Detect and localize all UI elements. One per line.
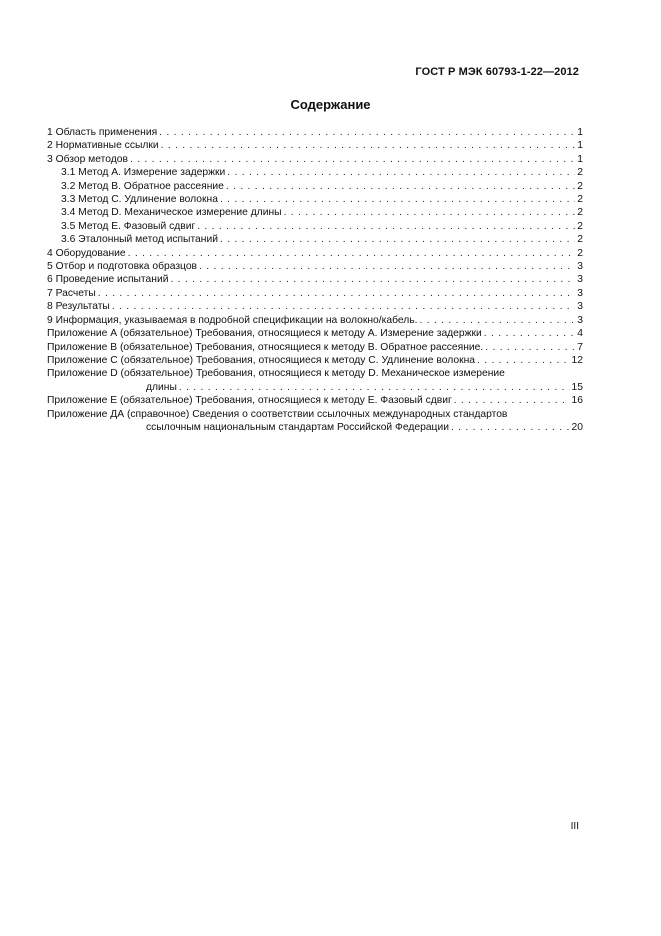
- toc-leader-dots: [197, 220, 575, 233]
- toc-entry-page: 3: [577, 287, 583, 299]
- toc-entry-page: 3: [577, 314, 583, 326]
- toc-leader-dots: [159, 126, 575, 139]
- toc-entry-page: 3: [577, 261, 583, 273]
- toc-leader-dots: [451, 421, 570, 434]
- toc-entry-page: 2: [577, 234, 583, 246]
- toc-appendix-entry[interactable]: [47, 354, 583, 367]
- toc-entry-page: 12: [571, 354, 583, 366]
- toc-entry-page: 7: [577, 341, 583, 353]
- toc-entry-label: 3.6 Эталонный метод испытаний: [61, 234, 218, 246]
- toc-entry-page: 2: [577, 207, 583, 219]
- toc-entry-page: 4: [577, 328, 583, 340]
- toc-entry-page: 20: [571, 421, 583, 433]
- toc-entry[interactable]: [47, 287, 583, 300]
- toc-leader-dots: [128, 247, 575, 260]
- toc-entry-label: 3.4 Метод D. Механическое измерение длины: [61, 207, 282, 219]
- toc-entry-label: Приложение В (обязательное) Требования, относящиеся к методу В. Обратное рассеяние.: [47, 341, 484, 353]
- toc-entry-label: 2 Нормативные ссылки: [47, 140, 159, 152]
- toc-entry-page: 16: [571, 395, 583, 407]
- toc-entry-page: 2: [577, 167, 583, 179]
- toc-appendix-entry[interactable]: [47, 341, 583, 354]
- toc-appendix-entry[interactable]: [47, 394, 583, 407]
- toc-entry-page: 3: [577, 301, 583, 313]
- toc-entry[interactable]: [47, 314, 583, 327]
- toc-subentry[interactable]: [47, 180, 583, 193]
- toc-entry-label: 4 Оборудование: [47, 247, 126, 259]
- toc-appendix-continuation[interactable]: [47, 381, 583, 394]
- toc-entry[interactable]: [47, 126, 583, 139]
- toc-entry-page: 2: [577, 247, 583, 259]
- toc-leader-dots: [226, 180, 575, 193]
- toc-entry-label: 3.1 Метод А. Измерение задержки: [61, 167, 226, 179]
- toc-entry[interactable]: [47, 139, 583, 152]
- toc-entry-label: 3 Обзор методов: [47, 153, 128, 165]
- toc-leader-dots: [220, 193, 575, 206]
- toc-entry-page: 1: [577, 153, 583, 165]
- toc-leader-dots: [161, 139, 575, 152]
- page-number: III: [570, 821, 579, 832]
- toc-leader-dots: [484, 327, 575, 340]
- toc-entry-label: Приложение D (обязательное) Требования, относящиеся к методу D. Механическое измерение: [47, 368, 505, 380]
- toc-entry-label: ссылочным национальным стандартам Российской Федерации: [146, 421, 449, 433]
- table-of-contents: [47, 126, 583, 434]
- toc-subentry[interactable]: [47, 220, 583, 233]
- toc-entry[interactable]: [47, 247, 583, 260]
- toc-entry-page: 2: [577, 220, 583, 232]
- toc-leader-dots: [170, 273, 575, 286]
- toc-entry-page: 1: [577, 127, 583, 138]
- toc-leader-dots: [477, 354, 570, 367]
- toc-appendix-entry[interactable]: [47, 327, 583, 340]
- toc-leader-dots: [179, 381, 570, 394]
- toc-entry-label: 1 Область применения: [47, 127, 158, 138]
- page-title: Содержание: [290, 97, 371, 112]
- toc-appendix-entry[interactable]: [47, 367, 583, 380]
- toc-subentry[interactable]: [47, 233, 583, 246]
- toc-leader-dots: [220, 233, 575, 246]
- toc-entry-label: 3.3 Метод С. Удлинение волокна: [61, 194, 218, 206]
- toc-entry-label: 3.5 Метод Е. Фазовый сдвиг: [61, 220, 196, 232]
- toc-leader-dots: [112, 300, 575, 313]
- toc-entry[interactable]: [47, 260, 583, 273]
- toc-leader-dots: [227, 166, 575, 179]
- toc-appendix-entry[interactable]: [47, 408, 583, 421]
- toc-entry[interactable]: [47, 153, 583, 166]
- toc-entry-label: 9 Информация, указываемая в подробной спецификации на волокно/кабель.: [47, 314, 418, 326]
- toc-entry-label: 8 Результаты: [47, 301, 110, 313]
- toc-leader-dots: [454, 394, 570, 407]
- toc-entry-page: 2: [577, 180, 583, 192]
- document-code-header: ГОСТ Р МЭК 60793-1-22—2012: [415, 66, 579, 78]
- toc-entry[interactable]: [47, 300, 583, 313]
- toc-subentry[interactable]: [47, 193, 583, 206]
- toc-entry-label: 5 Отбор и подготовка образцов: [47, 261, 198, 273]
- toc-leader-dots: [485, 341, 575, 354]
- toc-appendix-continuation[interactable]: [47, 421, 583, 434]
- toc-subentry[interactable]: [47, 166, 583, 179]
- toc-leader-dots: [199, 260, 575, 273]
- toc-leader-dots: [130, 153, 575, 166]
- toc-leader-dots: [98, 287, 575, 300]
- toc-subentry[interactable]: [47, 206, 583, 219]
- toc-entry-page: 2: [577, 194, 583, 206]
- toc-entry-label: 7 Расчеты: [47, 287, 96, 299]
- toc-entry-label: длины: [146, 381, 177, 393]
- toc-entry-label: Приложение Е (обязательное) Требования, относящиеся к методу Е. Фазовый сдвиг: [47, 395, 452, 407]
- toc-entry-label: 3.2 Метод В. Обратное рассеяние: [61, 180, 224, 192]
- toc-entry-page: 15: [571, 381, 583, 393]
- toc-entry-page: 3: [577, 274, 583, 286]
- toc-entry[interactable]: [47, 273, 583, 286]
- toc-entry-label: Приложение А (обязательное) Требования, относящиеся к методу А. Измерение задержки: [47, 328, 482, 340]
- toc-entry-label: 6 Проведение испытаний: [47, 274, 169, 286]
- toc-entry-label: Приложение С (обязательное) Требования, относящиеся к методу С. Удлинение волокна: [47, 354, 476, 366]
- toc-entry-label: Приложение ДА (справочное) Сведения о соответствии ссылочных международных стандартов: [47, 408, 508, 420]
- toc-entry-page: 1: [577, 140, 583, 152]
- toc-leader-dots: [419, 314, 575, 327]
- toc-leader-dots: [284, 206, 575, 219]
